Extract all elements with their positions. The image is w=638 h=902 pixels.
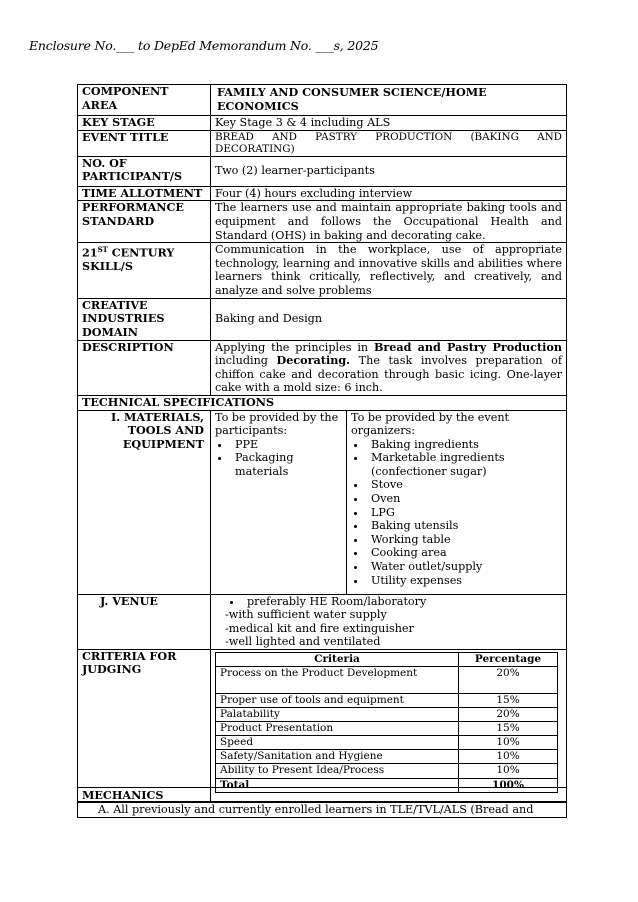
venue-line: -with sufficient water supply <box>225 608 387 622</box>
list-item: • PPE <box>231 438 342 452</box>
criteria-header: Criteria <box>216 652 459 666</box>
criteria-percentage: 15% <box>459 693 558 707</box>
table-row <box>216 736 558 750</box>
venue-line: -well lighted and ventilated <box>225 635 381 649</box>
technical-specifications-heading: TECHNICAL SPECIFICATIONS <box>78 395 567 410</box>
organizers-items <box>351 438 562 588</box>
criteria-percentage: 15% <box>459 722 558 736</box>
enclosure-header: Enclosure No.___ to DepEd Memorandum No. ___s, 2025 <box>29 38 379 53</box>
list-item: • Stove <box>367 478 562 492</box>
key-stage-value: Key Stage 3 & 4 including ALS <box>211 116 567 131</box>
venue-label: J. VENUE <box>78 594 211 649</box>
performance-standard-label: PERFORMANCE STANDARD <box>78 201 211 243</box>
table-row <box>216 750 558 764</box>
materials-label: I. MATERIALS, TOOLS AND EQUIPMENT <box>78 410 211 594</box>
event-spec-table <box>77 84 567 802</box>
mechanics-heading: MECHANICS <box>78 788 567 803</box>
participants-value: Two (2) learner-participants <box>211 156 567 186</box>
century-skills-label: 21ST CENTURY SKILL/S <box>78 243 211 298</box>
list-item: • Utility expenses <box>367 574 562 588</box>
table-row <box>216 764 558 778</box>
criteria-name: Process on the Product Development <box>216 666 459 693</box>
event-title-label: EVENT TITLE <box>78 130 211 156</box>
list-item: • Oven <box>367 492 562 506</box>
list-item: • Baking utensils <box>367 519 562 533</box>
table-row <box>216 666 558 693</box>
organizers-provided-cell: To be provided by the event organizers: • Baking ingredients • Marketable ingredients (confectioner sugar) • Stove • Oven • LPG • Baking utensils • Working table • Cooking area • Water outlet/supply • Utility expenses <box>347 411 567 594</box>
century-skills-value: Communication in the workplace, use of appropriate technology, learning and innovative skills and abilities where learners think critically, reflectively, and creatively, and analyze and solve problems <box>211 243 567 298</box>
list-item: • Packaging materials <box>231 451 342 478</box>
list-item: • Baking ingredients <box>367 438 562 452</box>
criteria-percentage: 20% <box>459 666 558 693</box>
mechanics-table <box>77 787 567 818</box>
percentage-header: Percentage <box>459 652 558 666</box>
list-item: • Water outlet/supply <box>367 560 562 574</box>
participants-items <box>215 438 342 479</box>
venue-lines <box>225 608 562 649</box>
table-row <box>216 693 558 707</box>
description-label: DESCRIPTION <box>78 340 211 395</box>
criteria-percentage: 10% <box>459 764 558 778</box>
criteria-name: Safety/Sanitation and Hygiene <box>216 750 459 764</box>
time-allotment-label: TIME ALLOTMENT <box>78 186 211 201</box>
table-row <box>216 722 558 736</box>
performance-standard-value: The learners use and maintain appropriate baking tools and equipment and follows the Occupational Health and Standard (OHS) in baking and decorating cake. <box>211 201 567 243</box>
venue-value <box>211 594 567 649</box>
criteria-percentage: 10% <box>459 750 558 764</box>
creative-domain-value: Baking and Design <box>211 298 567 340</box>
description-value: Applying the principles in Bread and Pastry Production including Decorating. The task involves preparation of chiffon cake and decoration through basic icing. One-layer cake with a mold size: 6 inch. <box>211 340 567 395</box>
table-row <box>216 708 558 722</box>
participants-label: NO. OF PARTICIPANT/S <box>78 156 211 186</box>
venue-bullet: • preferably HE Room/laboratory <box>243 595 562 609</box>
component-area-value: FAMILY AND CONSUMER SCIENCE/HOME ECONOMICS <box>211 85 567 116</box>
participants-provided-cell: To be provided by the participants: • PPE • Packaging materials <box>211 411 347 594</box>
criteria-name: Speed <box>216 736 459 750</box>
criteria-name: Product Presentation <box>216 722 459 736</box>
criteria-total-label: Total <box>216 778 459 792</box>
criteria-name: Proper use of tools and equipment <box>216 693 459 707</box>
venue-line: -medical kit and fire extinguisher <box>225 621 414 635</box>
component-area-label: COMPONENT AREA <box>78 85 211 116</box>
time-allotment-value: Four (4) hours excluding interview <box>211 186 567 201</box>
criteria-name: Palatability <box>216 708 459 722</box>
criteria-percentage: 20% <box>459 708 558 722</box>
criteria-label: CRITERIA FOR JUDGING <box>78 649 211 801</box>
creative-domain-label: CREATIVE INDUSTRIES DOMAIN <box>78 298 211 340</box>
list-item: • Cooking area <box>367 546 562 560</box>
event-title-value: BREAD AND PASTRY PRODUCTION (BAKING AND DECORATING) <box>211 130 567 156</box>
list-item: • LPG <box>367 506 562 520</box>
list-item: • Marketable ingredients (confectioner sugar) <box>367 451 562 478</box>
key-stage-label: KEY STAGE <box>78 116 211 131</box>
criteria-total-value: 100% <box>459 778 558 792</box>
criteria-percentage: 10% <box>459 736 558 750</box>
mechanics-item-a: A. All previously and currently enrolled learners in TLE/TVL/ALS (Bread and <box>78 803 567 818</box>
criteria-table <box>215 652 558 793</box>
list-item: • Working table <box>367 533 562 547</box>
criteria-name: Ability to Present Idea/Process <box>216 764 459 778</box>
